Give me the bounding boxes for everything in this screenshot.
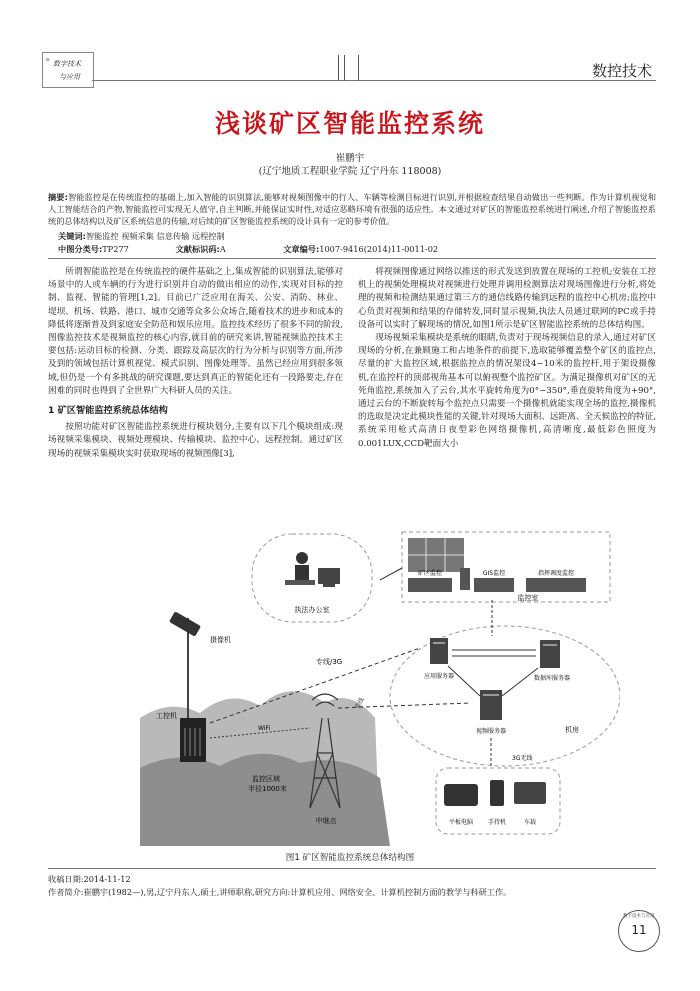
doc-value: A (219, 244, 226, 254)
system-architecture-figure (140, 528, 620, 846)
header-divider (358, 55, 359, 81)
tablet-icon (444, 784, 478, 806)
received-date: 收稿日期:2014-11-12 (48, 874, 131, 884)
panel-dispatch-monitor (526, 578, 586, 592)
office-label: 执法办公室 (294, 606, 330, 614)
paper-title: 浅谈矿区智能监控系统 (214, 109, 485, 138)
section-heading: 1 矿区智能监控系统总体结构 (48, 405, 168, 417)
keywords-text: 智能监控 视频采集 信息传输 远程控制 (85, 231, 225, 241)
chevron-icon: » (45, 55, 50, 64)
paragraph: 所谓智能监控是在传统监控的硬件基础之上,集成智能的识别算法,能够对场景中的人或车辆的行为进行识别并自动的做出相应的动作,实现对目标的控制、监视、智能的管理[1,2]。目前已广泛应用在海关、公安、消防、林业、堤坝、机场、铁路、港口、城市交通等众多公众场合,随着技术的进步和成本的降低将逐渐普及到家庭安全防范和娱乐应用。监控技术经历了很多不同的阶段,图像监控技术是视频监控的核心内容,就目前的研究来讲,智能视频监控技术主要包括:运动目标的检测、分类、跟踪及高层次的行为分析与识别等方面,所涉及到的领域包括计算机视觉、模式识别、图像处理等。虽然已经应用到很多领域,但仍是一个有多挑战的研究课题,要达到真正的智能化还有一段路要走,存在困难的同时也得到了全世界广大科研人员的关注。 (48, 267, 343, 396)
video-wall-icon (408, 538, 464, 572)
db-server-label: 数据库服务器 (533, 675, 571, 682)
relay-label: 中继点 (315, 817, 337, 825)
paragraph: 按照功能对矿区智能监控系统进行模块划分,主要有以下几个模块组成:现场视频采集模块、视频处理模块、传输模块、监控中心、远程控制。通过矿区现场的视频采集模块实时获取现场的视频图像[3], (48, 422, 343, 459)
mountain-foreground (140, 754, 390, 846)
logo-line1: 数字技术 (53, 60, 81, 68)
panel3-label: 指挥调度监控 (537, 570, 575, 577)
dedicated-line-label: 专线 (353, 696, 366, 711)
keywords (58, 231, 225, 242)
video-server-label: 视频服务器 (475, 728, 507, 735)
vehicle-terminal-icon (514, 782, 546, 804)
link-3g-label: 专线/3G (316, 658, 343, 666)
panel-gis-monitor (474, 578, 514, 592)
tablet-label: 平板电脑 (448, 819, 474, 826)
wireless-label: 3G无线 (512, 755, 533, 762)
abstract-text: 智能监控是在传统监控的基础上,加入智能的识别算法,能够对视频图像中的行人、车辆等检测目标进行识别,并根据检查结果自动做出一些判断。作为计算机视觉和人工智能结合的产物,智能监控可实现无人值守,自主判断,并能保证实时性,对适应恶略环境有很强的适应性。本文通过对矿区的智能监控系统进行阐述,介绍了智能监控系统的总体结构以及矿区系统信息的传输,对后续的矿区智能监控系统的设计具有一定的参考价值。 (48, 192, 657, 226)
paragraph: 将视频图像通过网络以推送的形式发送到放置在现场的工控机;安装在工控机上的视频处理模块对视频进行处理并调用检测算法对现场图像进行分析,将处理的视频和检测结果通过第三方的通信线路传输到远程的监控中心机房;监控中心负责对视频和结果的存储转发,同时显示视频,执法人员通过联网的PC或手持设备可以实时了解现场的情况,如图1所示是矿区智能监控系统的总体结构图。 (358, 267, 656, 330)
vehicle-label: 车载 (523, 819, 537, 826)
footnote-rule (48, 868, 656, 869)
clc-value: TP277 (102, 244, 129, 254)
author: 崔鹏宇 (335, 153, 365, 164)
paragraph: 现场视频采集模块是系统的眼睛,负责对于现场视频信息的录入,通过对矿区现场的分析,在兼顾施工和占地条件的前提下,选取能够覆盖整个矿区的监控点,尽量的扩大监控区域,根据监控点的情况架设4~10米的监控杆,用于架设摄像机,在监控杆的顶部视角基本可以俯视整个监控矿区。为满足摄像机对矿区的无死角监控,系统加入了云台,其水平旋转角度为0°~350°,垂直旋转角度为+90°,通过云台的不断旋转每个监控点只需要一个摄像机就能实现全场的监控,摄像机的选取是决定此模块性能的关键,针对现场大面积、远距离、全天候监控的特征,系统采用枪式高清日夜型彩色网络摄像机,高清晰度,最低彩色照度为0.001LUX,CCD靶面大小 (358, 333, 656, 449)
journal-logo (42, 52, 94, 88)
abstract (48, 191, 656, 227)
header-rule (92, 80, 656, 81)
author-bio: 作者简介:崔鹏宇(1982—),男,辽宁丹东人,硕士,讲师职称,研究方向:计算机应用、网络安全、计算机控制方面的教学与科研工作。 (48, 887, 512, 897)
header-divider (344, 55, 345, 81)
server-tower-icon (460, 568, 470, 590)
video-server-icon (480, 690, 502, 720)
app-server-label: 应用服务器 (423, 673, 455, 680)
panel1-label: 矿区监控 (417, 570, 443, 577)
header-divider (338, 55, 339, 81)
article-meta (58, 244, 658, 255)
section-title: 数控技术 (591, 62, 652, 80)
logo-line2: 与应用 (59, 73, 80, 81)
data-flow-arrows (448, 600, 538, 696)
handheld-icon (490, 780, 504, 806)
machine-room-label: 机房 (565, 726, 579, 734)
ipc-label: 工控机 (156, 712, 177, 720)
doc-label: 文献标识码: (175, 244, 220, 254)
ipc-cabinet-icon (180, 718, 206, 762)
abstract-label: 摘要: (48, 192, 68, 202)
left-column (48, 266, 343, 461)
camera-icon (169, 611, 201, 636)
zone-radius-label: 半径1000米 (248, 785, 287, 793)
article-number-label: 文章编号: (283, 244, 320, 254)
meta-rule (48, 258, 656, 259)
machine-room-zone (390, 626, 620, 766)
figure-caption: 图1 矿区智能监控系统总体结构图 (285, 853, 415, 863)
clc-label: 中图分类号: (58, 244, 103, 254)
keywords-label: 关键词: (58, 231, 86, 241)
zone-label: 监控区域 (252, 775, 280, 783)
panel2-label: GIS监控 (482, 570, 506, 577)
page-number-badge (618, 910, 660, 952)
right-column (358, 266, 656, 451)
panel-mine-monitor (408, 578, 452, 592)
monitor-room-label: 监控室 (517, 594, 539, 602)
camera-label: 摄像机 (210, 636, 231, 644)
handheld-label: 手持机 (487, 819, 507, 826)
article-number-value: 1007-9416(2014)11-0011-02 (319, 244, 439, 254)
app-server-icon (430, 638, 448, 664)
db-server-icon (540, 640, 560, 668)
operator-icon (285, 552, 340, 587)
page-number: 11 (631, 923, 647, 937)
badge-text: 数字技术与应用 (623, 914, 655, 919)
wifi-label: WiFi (258, 725, 271, 732)
affiliation: (辽宁地质工程职业学院 辽宁丹东 118008) (258, 166, 442, 177)
